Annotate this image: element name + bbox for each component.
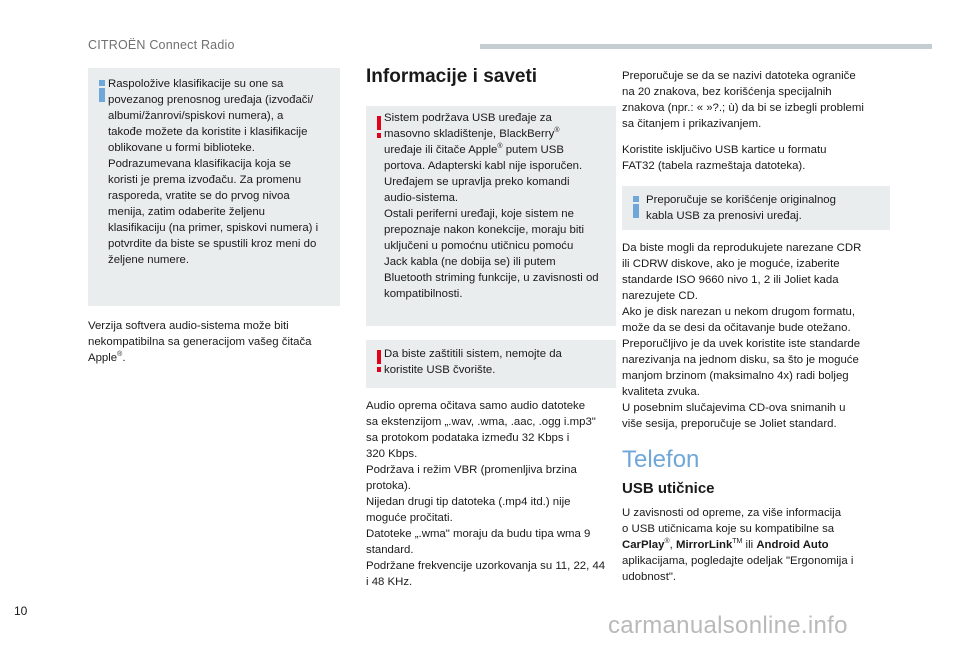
registered-mark: ® [497,143,503,151]
mirrorlink-term: MirrorLink [675,539,733,551]
body-line: znakova (npr.: « »?.; ù) da bi se izbegli problemi [622,102,864,114]
body-line: protoka). [366,480,411,492]
note-line: albumi/žanrovi/spiskovi numera), a [108,110,284,122]
note-line: potvrdite da biste se spustili kroz meni do [108,238,317,250]
warning-box [366,340,616,388]
info-note-box [88,68,340,306]
note-line: Preporučuje se korišćenje originalnog [646,194,836,206]
text-run: putem USB [502,144,564,156]
body-line: i 48 KHz. [366,576,413,588]
warning-line: portova. Adapterski kabl nije isporučen. [384,160,583,172]
body-line: Verzija softvera audio-sistema može biti [88,320,289,332]
warning-line [384,142,612,158]
body-line: narezivanja na jednom disku, sa što je moguće [622,354,859,366]
note-text [108,76,334,268]
note-line: povezanog prenosnog uređaja (izvođači/ [108,94,314,106]
warning-line: Uređajem se upravlja preko komandi [384,176,570,188]
info-icon [94,80,110,102]
body-line: Ako je disk narezan u nekom drugom formatu, [622,306,855,318]
body-line: ili CDRW diskove, ako je moguće, izaberite [622,258,840,270]
note-line: menija, zatim odaberite željenu [108,206,266,218]
warning-line: kompatibilnosti. [384,288,463,300]
body-line: Preporučuje se da se nazivi datoteka ograniče [622,70,856,82]
trademark-mark: TM [732,538,743,546]
header-divider-bar [480,44,932,49]
warning-text [384,346,612,378]
text-run: uređaje ili čitače Apple [384,144,498,156]
body-line: aplikacijama, pogledajte odeljak "Ergonomija i [622,555,854,567]
warning-icon [376,116,382,138]
body-line: na 20 znakova, bez korišćenja specijalnih [622,86,832,98]
body-line: Podržane frekvencije uzorkovanja su 11, 22, 44 [366,560,606,572]
body-line: FAT32 (tabela razmeštaja datoteka). [622,160,806,172]
text-run: ili [742,539,757,551]
warning-line: uključeni u pomoćnu utičnicu pomoću [384,240,574,252]
text-run: , [669,539,676,551]
filename-paragraph [622,68,890,132]
body-line: sa ekstenzijom „.wav, .wma, .aac, .ogg i.mp3" [366,416,596,428]
cd-burning-paragraph [622,240,890,432]
body-line: Preporučljivo je da uvek koristite iste standarde [622,338,861,350]
warning-line: koristite USB čvorište. [384,364,496,376]
warning-text [384,110,612,302]
note-line: kabla USB za prenosivi uređaj. [646,210,802,222]
note-line: oblikovane u formi biblioteke. [108,142,255,154]
warning-line: Ostali periferni uređaji, koje sistem ne [384,208,574,220]
note-line: koristi je prema izvođaču. Za promenu [108,174,302,186]
warning-line: Sistem podržava USB uređaje za [384,112,552,124]
body-line: standarde ISO 9660 nivo 1, 2 ili Joliet kada [622,274,839,286]
note-text [646,192,886,224]
body-line: Datoteke „.wma" moraju da budu tipa wma 9 [366,528,591,540]
body-line: sa čitanjem i prikazivanjem. [622,118,762,130]
warning-line: audio-sistema. [384,192,459,204]
warning-line: Da biste zaštitili sistem, nemojte da [384,348,562,360]
warning-line: prepoznaje nakon konekcije, moraju biti [384,224,585,236]
text-run: masovno skladištenje, BlackBerry [384,128,555,140]
note-line: željene numere. [108,254,190,266]
document-header-title: CITROËN Connect Radio [88,38,235,52]
body-line: U posebnim slučajevima CD-ova snimanih u [622,402,846,414]
note-line: takođe možete da koristite i klasifikacije [108,126,308,138]
software-compat-paragraph [88,318,340,366]
warning-icon [376,350,382,372]
android-auto-term: Android Auto [756,539,829,551]
note-line: Podrazumevana klasifikacija koja se [108,158,291,170]
body-line: sa protokom podataka između 32 Kbps i [366,432,570,444]
body-line: Audio oprema očitava samo audio datoteke [366,400,586,412]
body-line: kvaliteta zvuka. [622,386,700,398]
body-line: narezujete CD. [622,290,698,302]
body-line: moguće pročitati. [366,512,453,524]
carplay-term: CarPlay [622,539,665,551]
body-line [622,537,890,553]
registered-mark: ® [664,538,670,546]
text-run: . [122,352,126,364]
info-icon [628,196,644,218]
note-line: rasporeda, vratite se do prvog nivoa [108,190,290,202]
column-1 [88,68,340,366]
audio-format-paragraph [366,398,616,590]
section-title-telefon: Telefon [622,446,700,473]
warning-line: Jack kabla (ne dobija se) ili putem [384,256,556,268]
body-line: više sesija, preporučuje se Joliet standard. [622,418,837,430]
body-line: Koristite isključivo USB kartice u formatu [622,144,827,156]
warning-line: Bluetooth striming funkcije, u zavisnosti od [384,272,599,284]
info-note-box [622,186,890,230]
body-line: udobnost". [622,571,677,583]
note-line: klasifikaciju (na primer, spiskovi numera) i [108,222,319,234]
warning-line [384,126,612,142]
body-line: o USB utičnicama koje su kompatibilne sa [622,523,835,535]
warning-box [366,106,616,326]
page-number: 10 [14,604,28,618]
body-line: Nijedan drugi tip datoteka (.mp4 itd.) nije [366,496,571,508]
body-line [88,350,340,366]
body-line: 320 Kbps. [366,448,418,460]
column-3 [622,68,890,432]
usb-info-paragraph [622,505,890,585]
body-line: Podržava i režim VBR (promenljiva brzina [366,464,577,476]
note-line: Raspoložive klasifikacije su one sa [108,78,284,90]
registered-mark: ® [117,351,123,359]
text-run: Apple [88,352,118,364]
registered-mark: ® [554,127,560,135]
body-line: U zavisnosti od opreme, za više informacija [622,507,842,519]
body-line: Da biste mogli da reprodukujete narezane CDR [622,242,862,254]
body-line: može da se desi da očitavanje bude otežano. [622,322,851,334]
body-line: manjom brzinom (maksimalno 4x) radi boljeg [622,370,849,382]
usb-format-paragraph [622,142,890,174]
body-line: nekompatibilna sa generacijom vašeg čitača [88,336,312,348]
section-heading: Informacije i saveti [366,66,538,87]
body-line: standard. [366,544,414,556]
column-2 [366,106,616,590]
watermark: carmanualsonline.info [608,612,848,639]
subheading-usb: USB utičnice [622,480,715,497]
